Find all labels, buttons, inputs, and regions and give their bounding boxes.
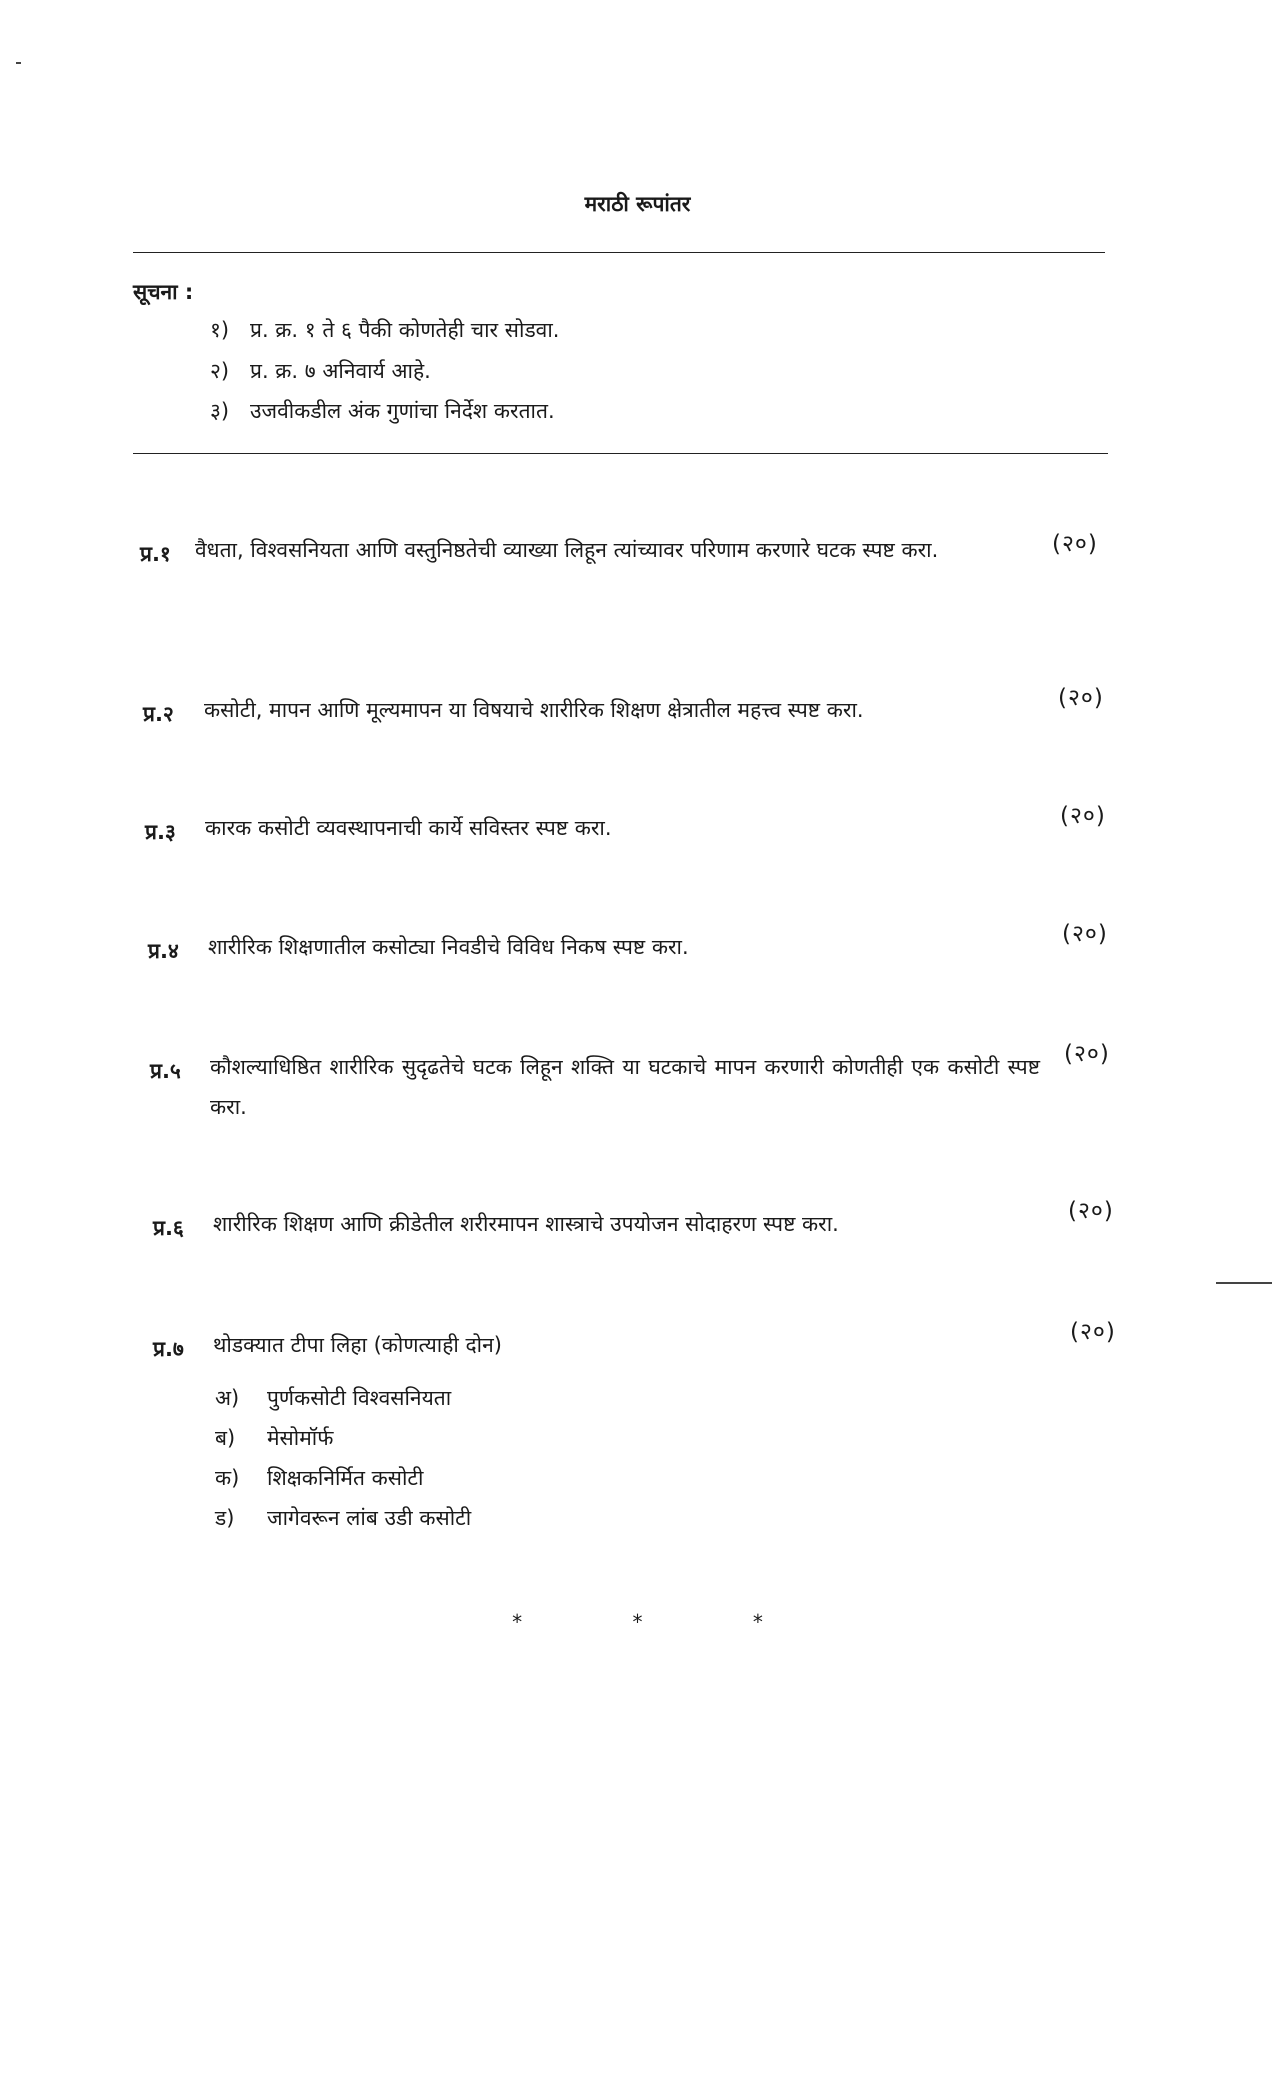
option-label: अ): [215, 1386, 240, 1410]
question-text: शारीरिक शिक्षण आणि क्रीडेतील शरीरमापन शास्त्राचे उपयोजन सोदाहरण स्पष्ट करा.: [213, 1212, 839, 1236]
instruction-item: [210, 357, 431, 385]
question-text: वैधता, विश्वसनियता आणि वस्तुनिष्ठतेची व्याख्या लिहून त्यांच्यावर परिणाम करणारे घटक स्पष्ट करा.: [195, 538, 939, 562]
instruction-number: ३): [210, 399, 230, 423]
question-marks: (२०): [1060, 803, 1106, 829]
option-text: शिक्षकनिर्मित कसोटी: [267, 1466, 424, 1490]
question-number: प्र.५: [150, 1059, 181, 1083]
option-text: मेसोमॉर्फ: [267, 1426, 334, 1450]
question-text: थोडक्यात टीपा लिहा (कोणत्याही दोन): [213, 1333, 502, 1357]
option-item: [215, 1384, 451, 1412]
scan-mark: [1216, 1282, 1272, 1284]
question-number: प्र.३: [145, 820, 176, 844]
option-text: पुर्णकसोटी विश्वसनियता: [267, 1386, 452, 1410]
scan-mark: [16, 62, 21, 64]
option-item: [215, 1424, 333, 1452]
question-number: प्र.१: [140, 542, 171, 566]
question-text: कौशल्याधिष्ठित शारीरिक सुदृढतेचे घटक लिहून शक्ति या घटकाचे मापन करणारी कोणतीही एक कसोटी स्पष्ट करा.: [210, 1055, 1040, 1119]
question-marks: (२०): [1062, 921, 1108, 947]
page-title: मराठी रूपांतर: [584, 192, 691, 216]
question-marks: (२०): [1068, 1198, 1114, 1224]
question-number: प्र.४: [148, 939, 179, 963]
end-of-paper-stars: * * *: [512, 1610, 815, 1634]
option-label: ब): [215, 1426, 236, 1450]
option-item: [215, 1504, 471, 1532]
question-text: शारीरिक शिक्षणातील कसोट्या निवडीचे विविध निकष स्पष्ट करा.: [208, 935, 689, 959]
question-marks: (२०): [1070, 1319, 1116, 1345]
divider-bottom: [133, 453, 1108, 454]
question-text: कसोटी, मापन आणि मूल्यमापन या विषयाचे शारीरिक शिक्षण क्षेत्रातील महत्त्व स्पष्ट करा.: [204, 698, 864, 722]
option-label: ड): [215, 1506, 235, 1530]
instruction-number: १): [210, 318, 230, 342]
instruction-item: [210, 316, 559, 344]
instruction-text: उजवीकडील अंक गुणांचा निर्देश करतात.: [250, 399, 555, 423]
option-label: क): [215, 1466, 240, 1490]
question-marks: (२०): [1064, 1041, 1110, 1067]
question-marks: (२०): [1052, 531, 1098, 557]
instruction-item: [210, 397, 555, 425]
question-number: प्र.६: [153, 1216, 184, 1240]
question-number: प्र.७: [153, 1337, 184, 1361]
divider-top: [133, 252, 1105, 253]
question-marks: (२०): [1058, 685, 1104, 711]
question-text: कारक कसोटी व्यवस्थापनाची कार्ये सविस्तर स्पष्ट करा.: [205, 816, 612, 840]
option-item: [215, 1464, 423, 1492]
option-text: जागेवरून लांब उडी कसोटी: [267, 1506, 472, 1530]
instruction-text: प्र. क्र. ७ अनिवार्य आहे.: [250, 359, 431, 383]
instruction-number: २): [210, 359, 230, 383]
instructions-label: सूचना :: [133, 280, 194, 304]
question-number: प्र.२: [143, 702, 174, 726]
instruction-text: प्र. क्र. १ ते ६ पैकी कोणतेही चार सोडवा.: [250, 318, 560, 342]
